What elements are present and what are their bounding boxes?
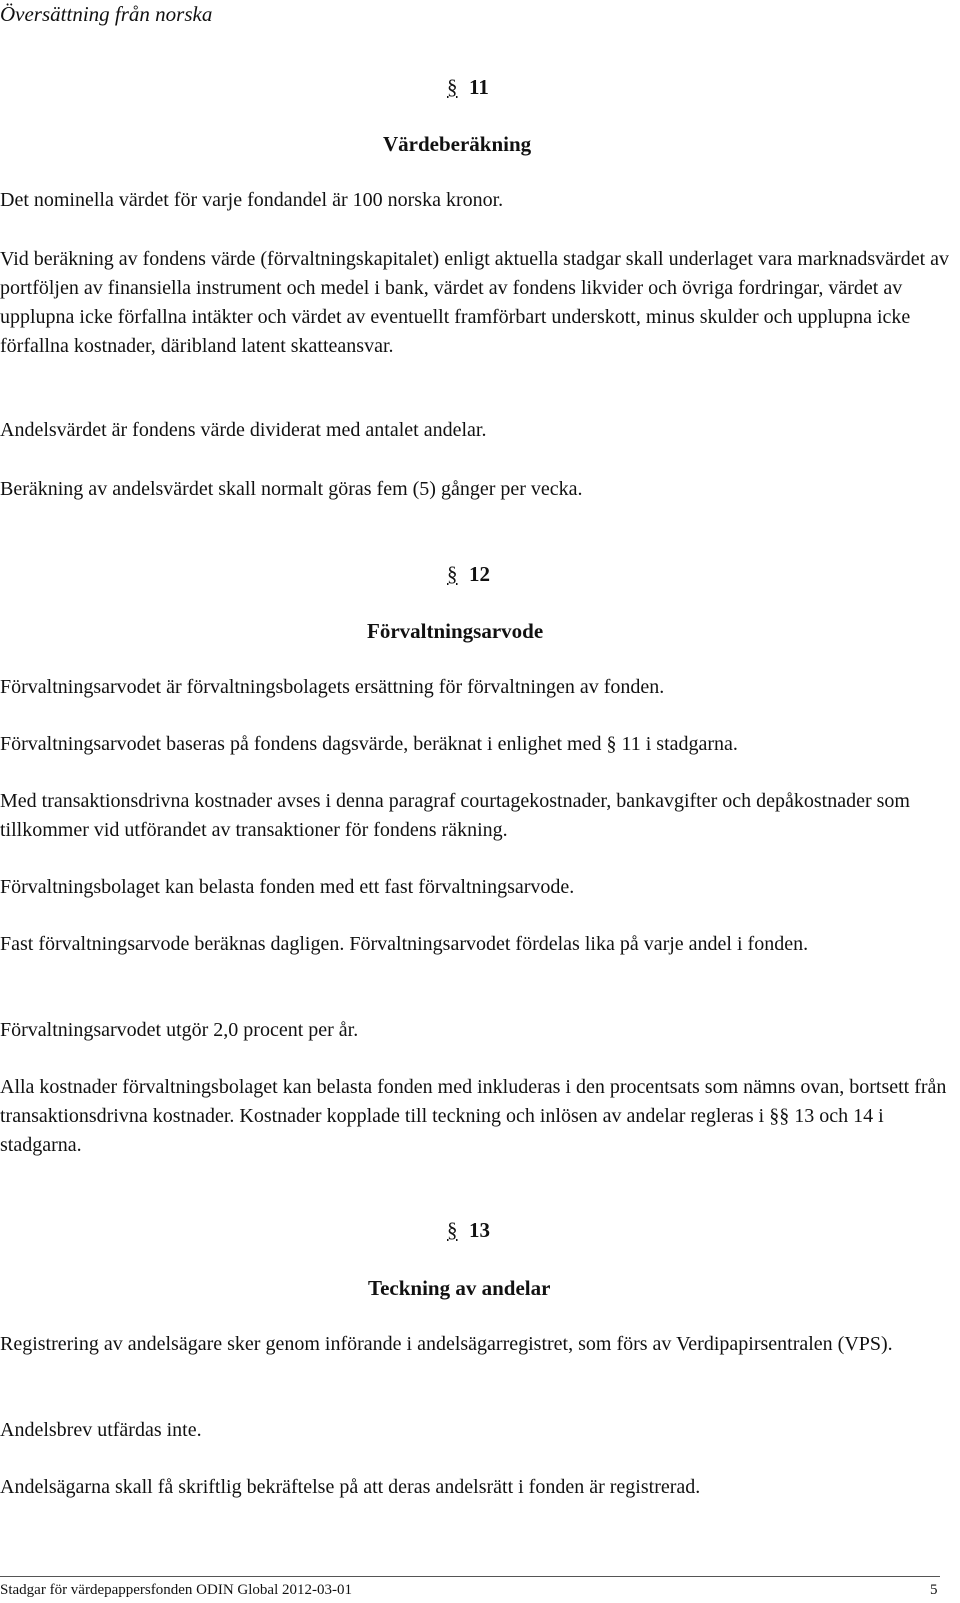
section-number-text: 12 <box>469 562 490 586</box>
section-13-paragraph-2: Andelsbrev utfärdas inte. <box>0 1419 202 1441</box>
section-11-number <box>447 73 489 101</box>
section-13-paragraph-3: Andelsägarna skall få skriftlig bekräftelse på att deras andelsrätt i fonden är registrerad. <box>0 1476 701 1498</box>
footer-page-number: 5 <box>930 1582 938 1598</box>
section-sign-icon: § <box>447 75 458 99</box>
section-13-title: Teckning av andelar <box>368 1276 551 1300</box>
section-12-title: Förvaltningsarvode <box>367 619 544 643</box>
section-11-paragraph-4: Beräkning av andelsvärdet skall normalt göras fem (5) gånger per vecka. <box>0 478 583 500</box>
section-12-paragraph-1: Förvaltningsarvodet är förvaltningsbolagets ersättning för förvaltningen av fonden. <box>0 676 665 698</box>
section-12-paragraph-4: Förvaltningsbolaget kan belasta fonden med ett fast förvaltningsarvode. <box>0 876 575 898</box>
footer-document-title: Stadgar för värdepappersfonden ODIN Global 2012-03-01 <box>0 1582 352 1598</box>
section-12-paragraph-2: Förvaltningsarvodet baseras på fondens dagsvärde, beräknat i enlighet med § 11 i stadgarna. <box>0 733 738 755</box>
section-sign-icon: § <box>447 562 458 586</box>
section-12-number <box>447 560 490 588</box>
section-11-title: Värdeberäkning <box>383 132 532 156</box>
page-footer <box>0 1570 960 1603</box>
section-number-text: 11 <box>469 75 489 99</box>
footer-divider <box>0 1576 940 1577</box>
section-11-paragraph-2: Vid beräkning av fondens värde (förvaltningskapitalet) enligt aktuella stadgar skall underlaget vara marknadsvärdet av portföljen av finansiella instrument och medel i bank, värdet av fondens likvider och övriga fordringar, värdet av upplupna icke förfallna intäkter och värdet av eventuellt framförbart underskott, minus skulder och upplupna icke förfallna kostnader, däribland latent skatteansvar. <box>0 248 950 357</box>
section-13-paragraph-1: Registrering av andelsägare sker genom införande i andelsägarregistret, som förs av Verdipapirsentralen (VPS). <box>0 1333 893 1355</box>
section-12-paragraph-7: Alla kostnader förvaltningsbolaget kan belasta fonden med inkluderas i den procentsats som nämns ovan, bortsett från transaktionsdrivna kostnader. Kostnader kopplade till teckning och inlösen av andelar regleras i §§ 13 och 14 i stadgarna. <box>0 1076 947 1156</box>
section-sign-icon: § <box>447 1218 458 1242</box>
page-header-title: Översättning från norska <box>0 2 213 26</box>
section-11-paragraph-3: Andelsvärdet är fondens värde dividerat med antalet andelar. <box>0 419 487 441</box>
section-13-number <box>447 1216 490 1244</box>
section-12-paragraph-5: Fast förvaltningsarvode beräknas dagligen. Förvaltningsarvodet fördelas lika på varje andel i fonden. <box>0 933 809 955</box>
section-12-paragraph-3: Med transaktionsdrivna kostnader avses i denna paragraf courtagekostnader, bankavgifter och depåkostnader som tillkommer vid utförandet av transaktioner för fondens räkning. <box>0 790 910 841</box>
section-11-paragraph-1: Det nominella värdet för varje fondandel är 100 norska kronor. <box>0 189 504 211</box>
section-12-paragraph-6: Förvaltningsarvodet utgör 2,0 procent per år. <box>0 1019 359 1041</box>
section-number-text: 13 <box>469 1218 490 1242</box>
